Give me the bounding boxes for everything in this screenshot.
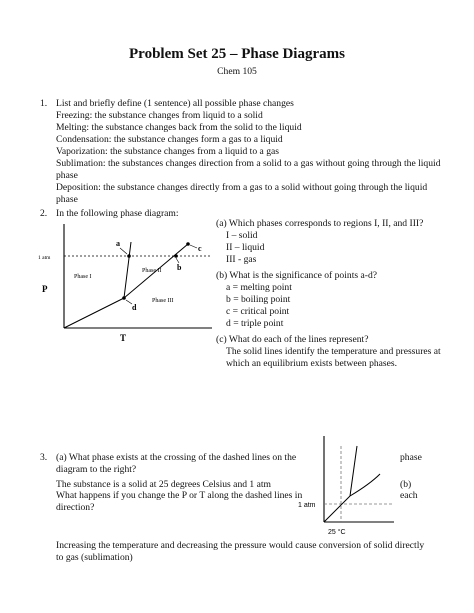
q3-line-1: (a) What phase exists at the crossing of the dashed lines on the: [56, 452, 297, 463]
q2-part-c-question: (c) What do each of the lines represent?: [216, 334, 369, 345]
q3-answer-2: to gas (sublimation): [56, 552, 133, 563]
point-d-marker: [122, 296, 126, 300]
point-b-marker: [174, 254, 178, 258]
question-1-prompt: List and briefly define (1 sentence) all possible phase changes: [56, 98, 294, 109]
point-c-label: c: [198, 244, 202, 253]
q3-line-4: What happens if you change the P or T along the dashed lines in: [56, 490, 303, 501]
q3-line-5: direction?: [56, 502, 95, 513]
pointer-c: [190, 245, 197, 248]
q1-line-vaporization: Vaporization: the substance changes from a liquid to a gas: [56, 146, 279, 157]
question-2-prompt: In the following phase diagram:: [56, 208, 179, 219]
phase-1-label: Phase I: [74, 274, 92, 280]
phase-3-label: Phase III: [152, 298, 174, 304]
temp-label: 25 °C: [328, 529, 346, 536]
q2-part-c-answer-1: The solid lines identify the temperature and pressures at: [226, 346, 441, 357]
q3-answer-1: Increasing the temperature and decreasing the pressure would cause conversion of solid directly: [56, 540, 425, 551]
q2-part-b-answer-3: c = critical point: [226, 306, 290, 317]
q1-line-condensation: Condensation: the substance changes form a gas to a liquid: [56, 134, 283, 145]
q3-right-each: each: [400, 490, 418, 501]
vaporization-curve-2: [350, 474, 380, 496]
p-axis-label: P: [42, 284, 48, 294]
one-atm-label: 1 atm: [38, 255, 51, 261]
q2-part-b-answer-4: d = triple point: [226, 318, 284, 329]
sublimation-curve-2: [324, 496, 350, 522]
q1-line-melting: Melting: the substance changes back from the solid to the liquid: [56, 122, 302, 133]
melting-curve-2: [350, 446, 357, 496]
q2-part-a-answer-3: III - gas: [226, 254, 257, 265]
q1-line-deposition-cont: phase: [56, 194, 78, 205]
question-1-number: 1.: [40, 98, 48, 109]
one-atm-label-2: 1 atm: [298, 502, 316, 509]
point-b-label: b: [177, 263, 182, 272]
melting-curve: [124, 242, 131, 298]
point-c-marker: [186, 242, 190, 246]
q3-line-2: diagram to the right?: [56, 464, 137, 475]
q2-part-b-answer-2: b = boiling point: [226, 294, 291, 305]
course-name: Chem 105: [217, 66, 257, 77]
point-a-label: a: [116, 239, 120, 248]
q2-part-b-question: (b) What is the significance of points a-d?: [216, 270, 377, 281]
q1-line-freezing: Freezing: the substance changes from liquid to a solid: [56, 110, 263, 121]
q3-right-phase: phase: [400, 452, 422, 463]
q2-part-a-answer-1: I – solid: [226, 230, 258, 241]
point-a-marker: [127, 254, 131, 258]
question-3-number: 3.: [40, 452, 48, 463]
phase-2-label: Phase II: [142, 268, 162, 274]
pointer-a: [120, 248, 127, 254]
phase-diagram: [36, 218, 216, 348]
t-axis-label: T: [120, 333, 127, 343]
sublimation-curve: [64, 298, 124, 328]
q2-part-b-answer-1: a = melting point: [226, 282, 292, 293]
q3-right-part-b: (b): [400, 479, 412, 490]
q2-part-a-answer-2: II – liquid: [226, 242, 265, 253]
question-2-number: 2.: [40, 208, 48, 219]
point-d-label: d: [132, 303, 137, 312]
phase-diagram-2: [296, 432, 396, 542]
q2-part-c-answer-2: which an equilibrium exists between phases.: [226, 358, 398, 369]
page-title: Problem Set 25 – Phase Diagrams: [129, 46, 345, 62]
q1-line-deposition: Deposition: the substance changes directly from a gas to a solid without going through the liquid: [56, 182, 428, 193]
q1-line-sublimation-cont: phase: [56, 170, 78, 181]
q2-part-a-question: (a) Which phases corresponds to regions I, II, and III?: [216, 218, 424, 229]
q1-line-sublimation: Sublimation: the substances changes direction from a solid to a gas without going through the liquid: [56, 158, 441, 169]
q3-line-3: The substance is a solid at 25 degrees Celsius and 1 atm: [56, 479, 272, 490]
